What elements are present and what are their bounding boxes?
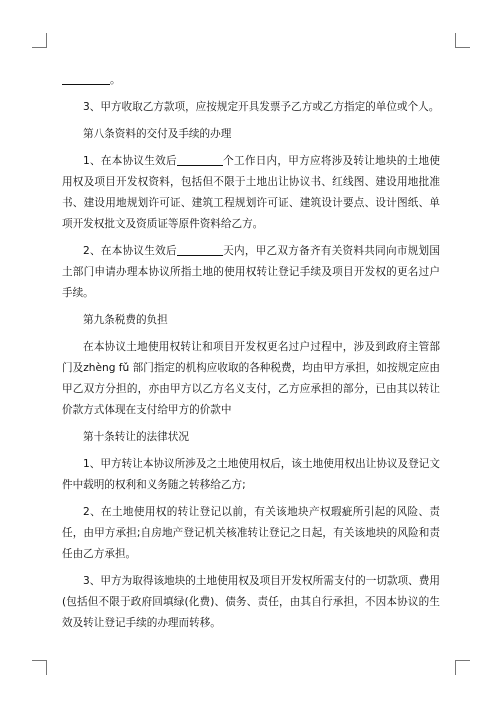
fill-in-blank[interactable] bbox=[177, 153, 223, 166]
fill-in-blank[interactable] bbox=[177, 243, 223, 256]
crop-mark-bottom-right bbox=[455, 660, 470, 675]
crop-mark-top-right bbox=[455, 33, 470, 48]
document-body bbox=[62, 70, 440, 634]
paragraph-article-10-item-2: 2、在土地使用权的转让登记以前，有关该地块产权瑕疵所引起的风险、责任，由甲方承担;自房地产登记机关核准转让登记之日起，有关该地块的风险和责任由乙方承担。 bbox=[62, 506, 440, 560]
text-before-blank: 1、在本协议生效后 bbox=[83, 155, 177, 167]
paragraph-article-8-item-1 bbox=[62, 151, 440, 235]
crop-mark-top-left bbox=[32, 33, 47, 48]
article-9-heading: 第九条税费的负担 bbox=[83, 314, 168, 326]
paragraph-continuation bbox=[62, 70, 440, 91]
crop-mark-bottom-left bbox=[32, 660, 47, 675]
text-after-blank: 个工作日内，甲方应将涉及转让地块的土地使用权及项目开发权资料，包括但不限于土地出让协议书、红线图、建设用地批准书、建设用地规划许可证、建筑工程规划许可证、建筑设计要点、设计图纸、单项开发权批文及资质证等原件资料给乙方。 bbox=[62, 155, 440, 230]
fill-in-blank[interactable] bbox=[62, 72, 110, 85]
paragraph-article-10-item-3: 3、甲方为取得该地块的土地使用权及项目开发权所需支付的一切款项、费用(包括但不限于政府回填绿(化费)、债务、责任，由其自行承担，不因本协议的生效及转让登记手续的办理而转移。 bbox=[62, 575, 440, 629]
paragraph-article-9-body: 在本协议土地使用权转让和项目开发权更名过户过程中，涉及到政府主管部门及zhèng fǔ 部门指定的机构应收取的各种税费，均由甲方承担，如按规定应由甲乙双方分担的，亦由甲方以乙方名义支付，乙方应承担的部分，已由其以转让价款方式体现在支付给甲方的价款中 bbox=[62, 341, 440, 416]
article-8-heading: 第八条资料的交付及手续的办理 bbox=[83, 128, 232, 140]
paragraph-invoice: 3、甲方收取乙方款项，应按规定开具发票予乙方或乙方指定的单位或个人。 bbox=[83, 101, 440, 113]
paragraph-article-10-item-1: 1、甲方转让本协议所涉及之土地使用权后，该土地使用权出让协议及登记文件中载明的权利和义务随之转移给乙方; bbox=[62, 458, 440, 491]
article-10-heading: 第十条转让的法律状况 bbox=[83, 431, 189, 443]
punctuation: 。 bbox=[110, 74, 121, 86]
paragraph-article-8-item-2 bbox=[62, 241, 440, 304]
text-before-blank: 2、在本协议生效后 bbox=[83, 245, 177, 257]
text-after-blank: 天内，甲乙双方备齐有关资料共同向市规划国土部门申请办理本协议所指土地的使用权转让登记手续及项目开发权的更名过户手续。 bbox=[62, 245, 440, 299]
